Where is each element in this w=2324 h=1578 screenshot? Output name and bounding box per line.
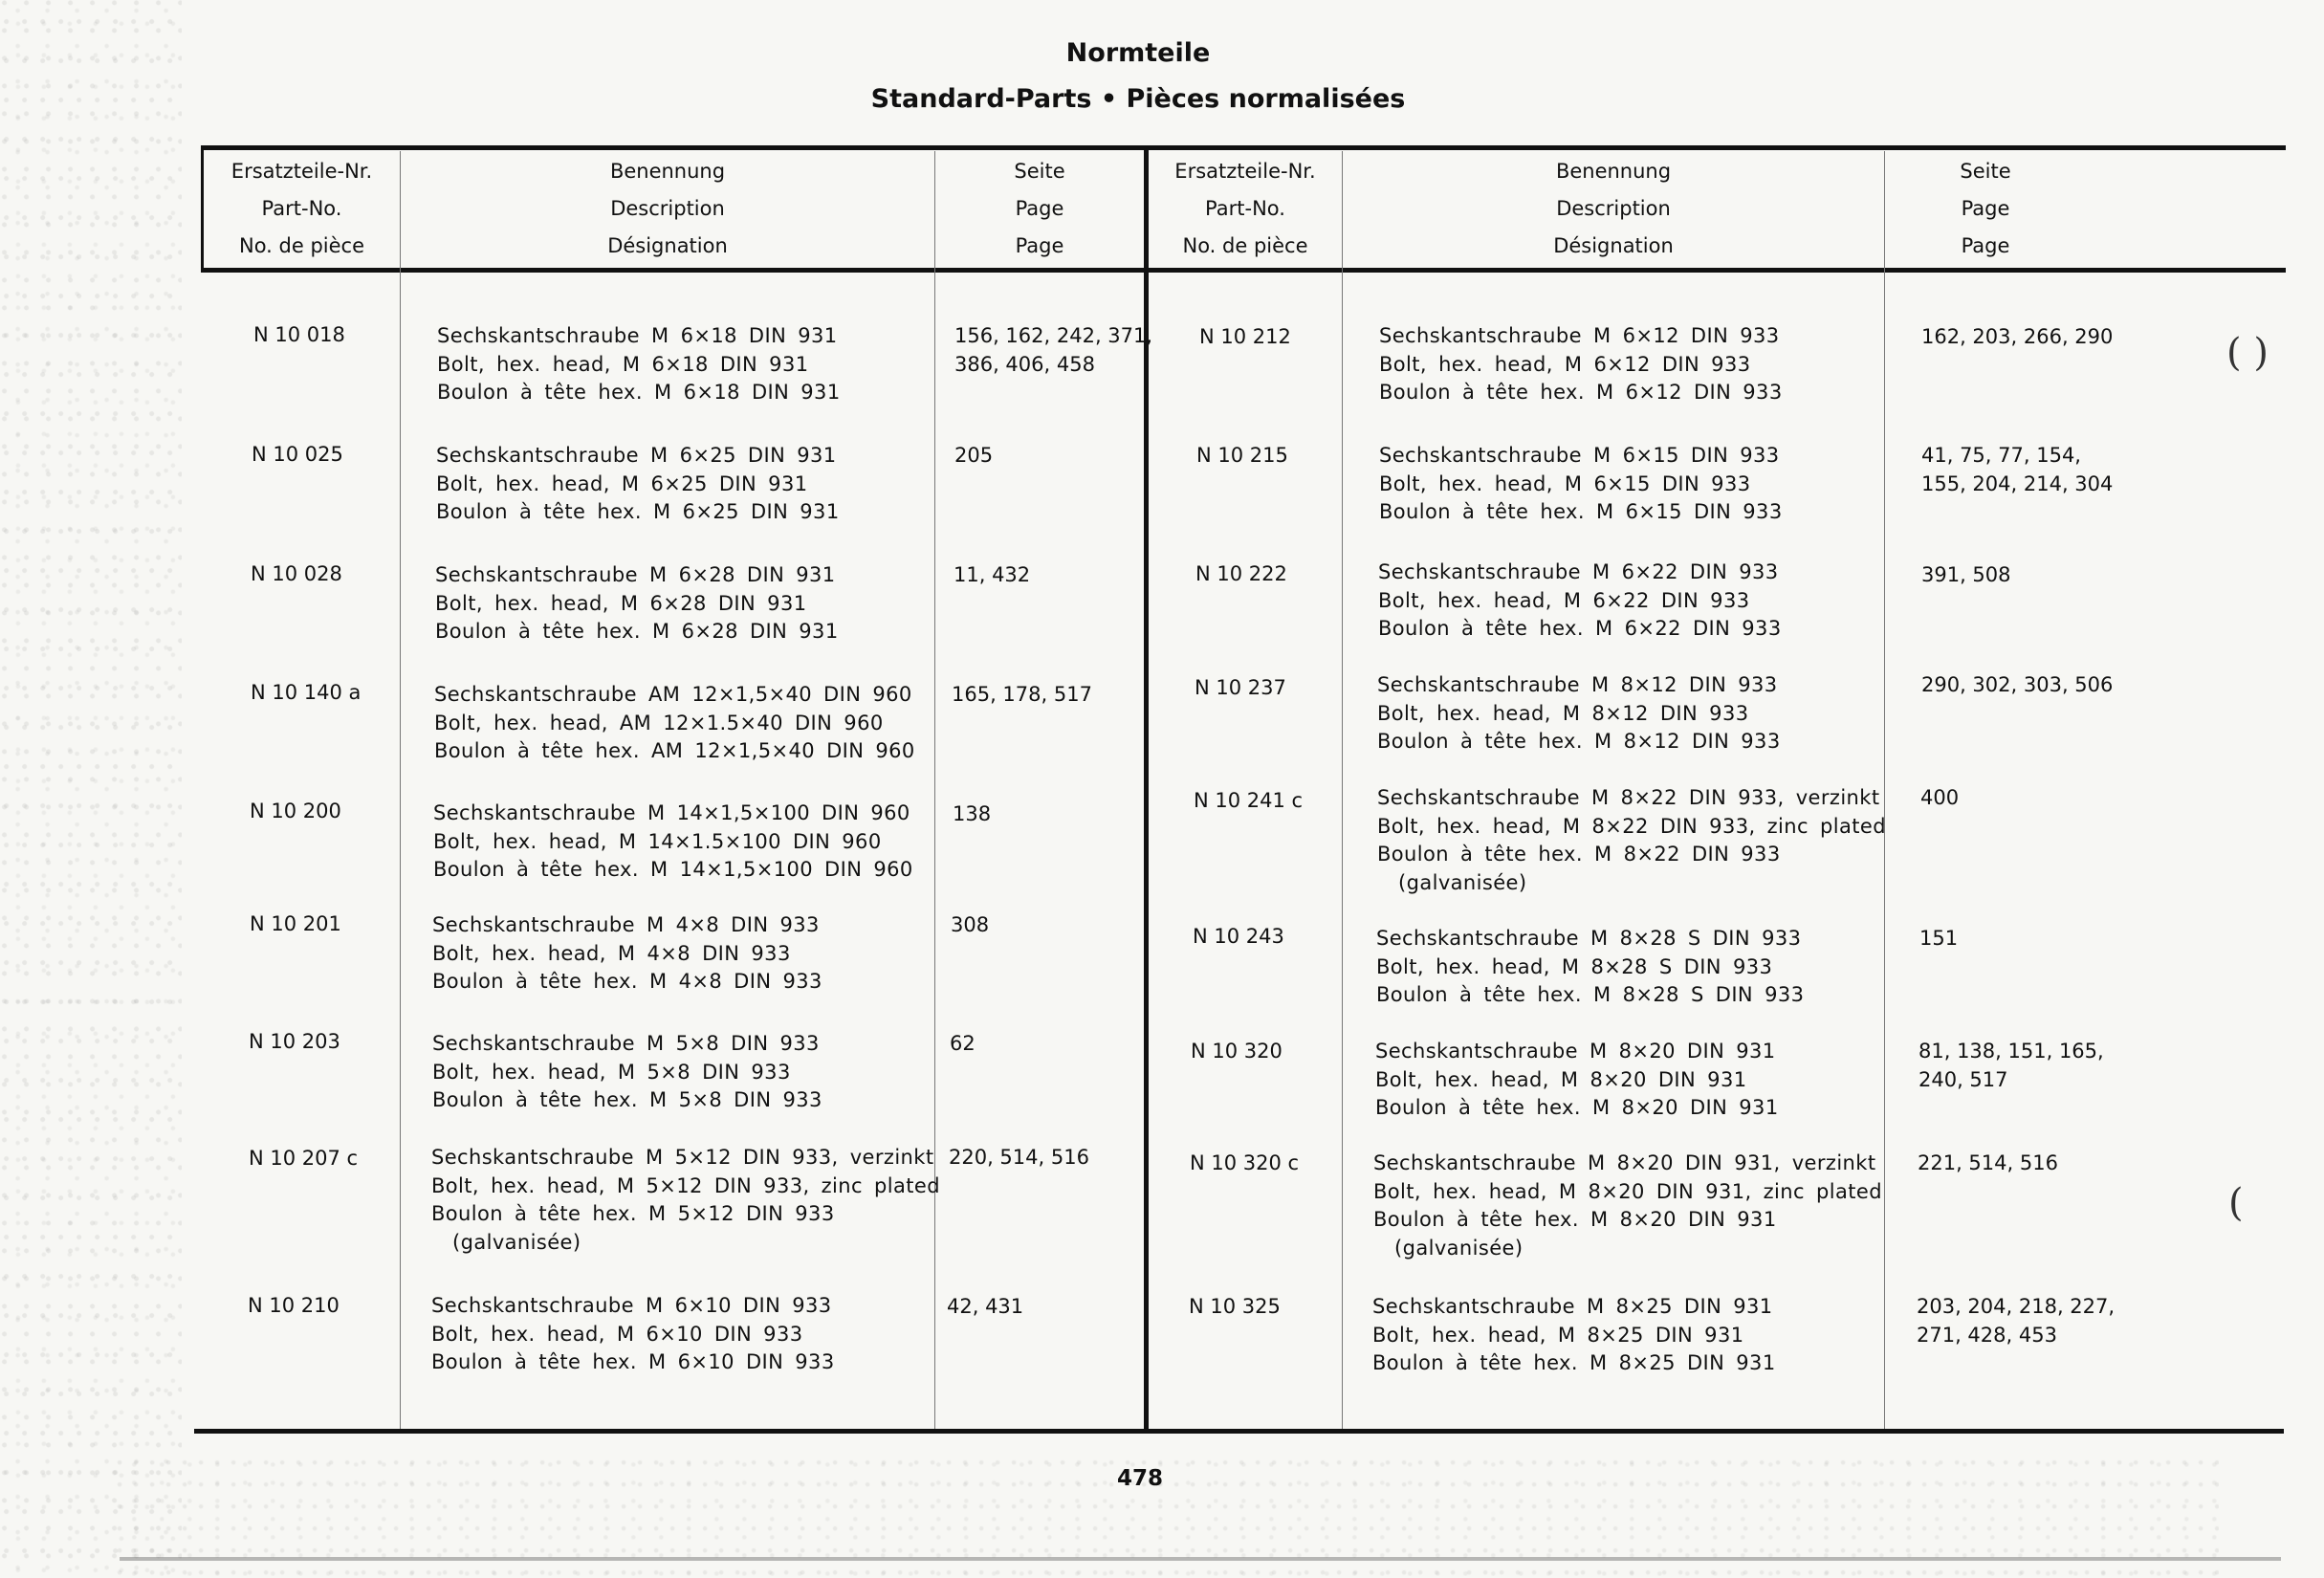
part-description xyxy=(1377,671,1781,756)
page-references xyxy=(1918,1038,2104,1094)
description-line: (galvanisée) xyxy=(1394,1236,1524,1260)
part-number: N 10 320 xyxy=(1191,1040,1283,1063)
description-line: Sechskantschraube M 6×12 DIN 933 xyxy=(1379,324,1780,347)
description-line: Sechskantschraube M 14×1,5×100 DIN 960 xyxy=(433,801,910,824)
part-description xyxy=(1376,925,1804,1010)
description-line: Bolt, hex. head, M 6×25 DIN 931 xyxy=(436,471,808,495)
part-number: N 10 212 xyxy=(1199,325,1291,348)
description-line: Sechskantschraube M 4×8 DIN 933 xyxy=(432,913,820,936)
page-ref-line: 221, 514, 516 xyxy=(1918,1151,2058,1174)
scan-noise-left xyxy=(0,0,182,1578)
part-description xyxy=(1377,784,1886,897)
page-ref-line: 240, 517 xyxy=(1918,1067,2008,1091)
table-header-rule xyxy=(201,268,2286,273)
part-number: N 10 241 c xyxy=(1194,789,1304,812)
page-references xyxy=(1918,1150,2058,1178)
header-line: Benennung xyxy=(609,160,726,183)
part-number: N 10 203 xyxy=(249,1030,340,1053)
description-line: Sechskantschraube M 8×22 DIN 933, verzinkt xyxy=(1377,786,1880,809)
table-bottom-rule xyxy=(194,1429,2284,1434)
description-line: Sechskantschraube M 6×28 DIN 931 xyxy=(435,563,836,586)
description-line: Bolt, hex. head, M 8×28 S DIN 933 xyxy=(1376,954,1773,978)
header-description xyxy=(1343,153,1884,265)
description-line: Bolt, hex. head, M 6×15 DIN 933 xyxy=(1379,471,1751,495)
page-references xyxy=(949,1144,1089,1173)
page-ref-line: 308 xyxy=(951,913,990,936)
description-line: Boulon à tête hex. M 8×12 DIN 933 xyxy=(1377,730,1781,753)
part-description xyxy=(431,1292,835,1377)
description-line: Boulon à tête hex. M 6×18 DIN 931 xyxy=(437,381,841,404)
page-subtitle: Standard-Parts • Pièces normalisées xyxy=(870,84,1406,114)
part-description xyxy=(434,681,915,766)
header-line: Part-No. xyxy=(261,197,342,220)
part-number: N 10 210 xyxy=(248,1294,340,1317)
page-edge xyxy=(120,1557,2281,1561)
part-description xyxy=(437,322,841,407)
part-description xyxy=(1379,322,1783,407)
description-line: Bolt, hex. head, M 8×12 DIN 933 xyxy=(1377,701,1749,725)
description-line: Boulon à tête hex. M 6×15 DIN 933 xyxy=(1379,500,1783,523)
description-line: Sechskantschraube M 6×18 DIN 931 xyxy=(437,324,838,347)
header-line: No. de pièce xyxy=(238,234,364,257)
part-number: N 10 320 c xyxy=(1190,1151,1300,1174)
header-line: Page xyxy=(1015,197,1064,220)
description-line: Sechskantschraube AM 12×1,5×40 DIN 960 xyxy=(434,683,912,706)
header-line: Seite xyxy=(1014,160,1065,183)
header-line: Description xyxy=(610,197,725,220)
description-line: Sechskantschraube M 6×15 DIN 933 xyxy=(1379,444,1780,467)
header-description xyxy=(401,153,934,265)
description-line: Boulon à tête hex. M 8×20 DIN 931 xyxy=(1375,1096,1779,1119)
part-number: N 10 025 xyxy=(252,443,343,466)
description-line: Bolt, hex. head, M 8×22 DIN 933, zinc plated xyxy=(1377,814,1886,838)
description-line: Boulon à tête hex. M 4×8 DIN 933 xyxy=(432,970,822,993)
page-ref-line: 203, 204, 218, 227, xyxy=(1917,1295,2116,1318)
description-line: Bolt, hex. head, M 8×20 DIN 931 xyxy=(1375,1067,1747,1091)
page-references xyxy=(1921,323,2113,352)
description-line: Sechskantschraube M 6×22 DIN 933 xyxy=(1378,560,1779,583)
header-line: No. de pièce xyxy=(1182,234,1308,257)
header-line: Ersatzteile-Nr. xyxy=(1174,160,1316,183)
page-ref-line: 220, 514, 516 xyxy=(949,1146,1089,1169)
description-line: Boulon à tête hex. M 8×20 DIN 931 xyxy=(1373,1208,1777,1231)
description-line: Boulon à tête hex. M 8×22 DIN 933 xyxy=(1377,843,1781,866)
part-number: N 10 018 xyxy=(253,323,345,346)
page-ref-line: 11, 432 xyxy=(954,563,1031,586)
part-number: N 10 222 xyxy=(1195,562,1287,585)
description-line: Boulon à tête hex. M 14×1,5×100 DIN 960 xyxy=(433,858,913,881)
table-top-rule xyxy=(201,145,2286,150)
page-ref-line: 391, 508 xyxy=(1921,563,2011,586)
page-ref-line: 205 xyxy=(954,444,994,467)
header-part-no xyxy=(1149,153,1342,265)
page-ref-line: 386, 406, 458 xyxy=(954,352,1095,376)
description-line: Bolt, hex. head, M 6×10 DIN 933 xyxy=(431,1322,803,1346)
description-line: Boulon à tête hex. AM 12×1,5×40 DIN 960 xyxy=(434,739,915,762)
page-ref-line: 156, 162, 242, 371, xyxy=(954,324,1153,347)
page-references xyxy=(954,561,1030,590)
part-description xyxy=(436,442,840,527)
part-description xyxy=(1375,1038,1779,1123)
page-references xyxy=(954,322,1152,379)
part-description xyxy=(432,1030,822,1115)
description-line: Boulon à tête hex. M 6×22 DIN 933 xyxy=(1378,617,1782,640)
description-line: Boulon à tête hex. M 6×10 DIN 933 xyxy=(431,1350,835,1373)
part-number: N 10 237 xyxy=(1195,676,1286,699)
part-number: N 10 028 xyxy=(251,562,342,585)
part-description xyxy=(431,1144,940,1257)
description-line: Sechskantschraube M 6×10 DIN 933 xyxy=(431,1294,832,1317)
description-line: Boulon à tête hex. M 6×12 DIN 933 xyxy=(1379,381,1783,404)
description-line: Sechskantschraube M 8×20 DIN 931, verzinkt xyxy=(1373,1151,1876,1174)
header-line: Description xyxy=(1556,197,1671,220)
part-number: N 10 207 c xyxy=(249,1147,359,1170)
description-line: Sechskantschraube M 5×8 DIN 933 xyxy=(432,1032,820,1055)
header-line: Benennung xyxy=(1555,160,1672,183)
column-divider xyxy=(1342,151,1343,1429)
description-line: Bolt, hex. head, M 5×12 DIN 933, zinc plated xyxy=(431,1173,940,1197)
description-line: Boulon à tête hex. M 8×25 DIN 931 xyxy=(1372,1351,1776,1374)
binder-hole-mark: ( xyxy=(2228,1181,2244,1225)
page-references xyxy=(950,1030,976,1059)
description-line: Boulon à tête hex. M 6×28 DIN 931 xyxy=(435,620,839,643)
description-line: Sechskantschraube M 8×12 DIN 933 xyxy=(1377,673,1778,696)
page-references xyxy=(1919,925,1958,953)
description-line: Boulon à tête hex. M 8×28 S DIN 933 xyxy=(1376,983,1805,1006)
description-line: Sechskantschraube M 6×25 DIN 931 xyxy=(436,444,837,467)
part-description xyxy=(1379,442,1783,527)
description-line: Bolt, hex. head, M 6×18 DIN 931 xyxy=(437,352,809,376)
column-divider xyxy=(400,151,401,1429)
page-ref-line: 41, 75, 77, 154, xyxy=(1921,444,2081,467)
page-ref-line: 271, 428, 453 xyxy=(1917,1323,2057,1347)
part-number: N 10 201 xyxy=(250,912,341,935)
part-description xyxy=(432,911,822,997)
description-line: Sechskantschraube M 8×25 DIN 931 xyxy=(1372,1295,1773,1318)
description-line: Bolt, hex. head, M 6×28 DIN 931 xyxy=(435,591,807,615)
page-ref-line: 290, 302, 303, 506 xyxy=(1921,673,2114,696)
description-line: Boulon à tête hex. M 5×8 DIN 933 xyxy=(432,1088,822,1111)
description-line: Bolt, hex. head, M 8×20 DIN 931, zinc plated xyxy=(1373,1179,1882,1203)
description-line: Bolt, hex. head, M 14×1.5×100 DIN 960 xyxy=(433,829,882,853)
description-line: Bolt, hex. head, M 6×12 DIN 933 xyxy=(1379,352,1751,376)
header-line: Part-No. xyxy=(1205,197,1285,220)
header-line: Seite xyxy=(1960,160,2011,183)
page-ref-line: 155, 204, 214, 304 xyxy=(1921,471,2114,495)
part-description xyxy=(1378,559,1782,644)
page-references xyxy=(1917,1293,2115,1349)
page-ref-line: 400 xyxy=(1920,786,1960,809)
description-line: Sechskantschraube M 8×28 S DIN 933 xyxy=(1376,927,1802,950)
page-ref-line: 81, 138, 151, 165, xyxy=(1918,1040,2104,1063)
page-ref-line: 151 xyxy=(1919,927,1959,950)
description-line: Sechskantschraube M 5×12 DIN 933, verzinkt xyxy=(431,1146,934,1169)
page-references xyxy=(1921,671,2113,700)
page-ref-line: 165, 178, 517 xyxy=(952,683,1092,706)
description-line: Bolt, hex. head, AM 12×1.5×40 DIN 960 xyxy=(434,711,884,734)
header-page xyxy=(935,153,1144,265)
part-description xyxy=(1373,1150,1882,1262)
part-description xyxy=(433,800,913,885)
binder-hole-mark: ( ) xyxy=(2226,331,2269,375)
page-references xyxy=(947,1293,1023,1322)
description-line: Bolt, hex. head, M 5×8 DIN 933 xyxy=(432,1060,791,1084)
header-line: Désignation xyxy=(607,234,728,257)
page-references xyxy=(951,911,989,940)
page-ref-line: 62 xyxy=(950,1032,976,1055)
page-references xyxy=(954,442,993,471)
description-line: Bolt, hex. head, M 4×8 DIN 933 xyxy=(432,941,791,965)
page-ref-line: 138 xyxy=(953,802,992,825)
header-line: Ersatzteile-Nr. xyxy=(230,160,373,183)
part-number: N 10 140 a xyxy=(251,681,362,704)
header-line: Page xyxy=(1961,234,2010,257)
part-number: N 10 215 xyxy=(1196,444,1288,467)
header-line: Page xyxy=(1961,197,2010,220)
page-ref-line: 42, 431 xyxy=(947,1295,1024,1318)
description-line: (galvanisée) xyxy=(452,1230,581,1254)
description-line: Bolt, hex. head, M 8×25 DIN 931 xyxy=(1372,1323,1744,1347)
page-references xyxy=(1921,561,2011,590)
header-part-no xyxy=(204,153,400,265)
page-ref-line: 162, 203, 266, 290 xyxy=(1921,325,2114,348)
description-line: Bolt, hex. head, M 6×22 DIN 933 xyxy=(1378,588,1750,612)
description-line: Sechskantschraube M 8×20 DIN 931 xyxy=(1375,1040,1776,1063)
page-references xyxy=(1920,784,1959,813)
page-references xyxy=(953,800,991,829)
description-line: Boulon à tête hex. M 5×12 DIN 933 xyxy=(431,1202,835,1225)
part-number: N 10 200 xyxy=(250,800,341,822)
header-line: Désignation xyxy=(1553,234,1674,257)
page-references xyxy=(1921,442,2113,498)
page-title: Normteile xyxy=(1065,38,1211,68)
page-references xyxy=(952,681,1092,710)
description-line: Boulon à tête hex. M 6×25 DIN 931 xyxy=(436,500,840,523)
page-number: 478 xyxy=(1117,1466,1164,1491)
header-page xyxy=(1885,153,2086,265)
part-description xyxy=(435,561,839,647)
part-number: N 10 243 xyxy=(1193,925,1284,948)
description-line: (galvanisée) xyxy=(1398,870,1527,894)
header-line: Page xyxy=(1015,234,1064,257)
part-number: N 10 325 xyxy=(1189,1295,1281,1318)
part-description xyxy=(1372,1293,1776,1378)
